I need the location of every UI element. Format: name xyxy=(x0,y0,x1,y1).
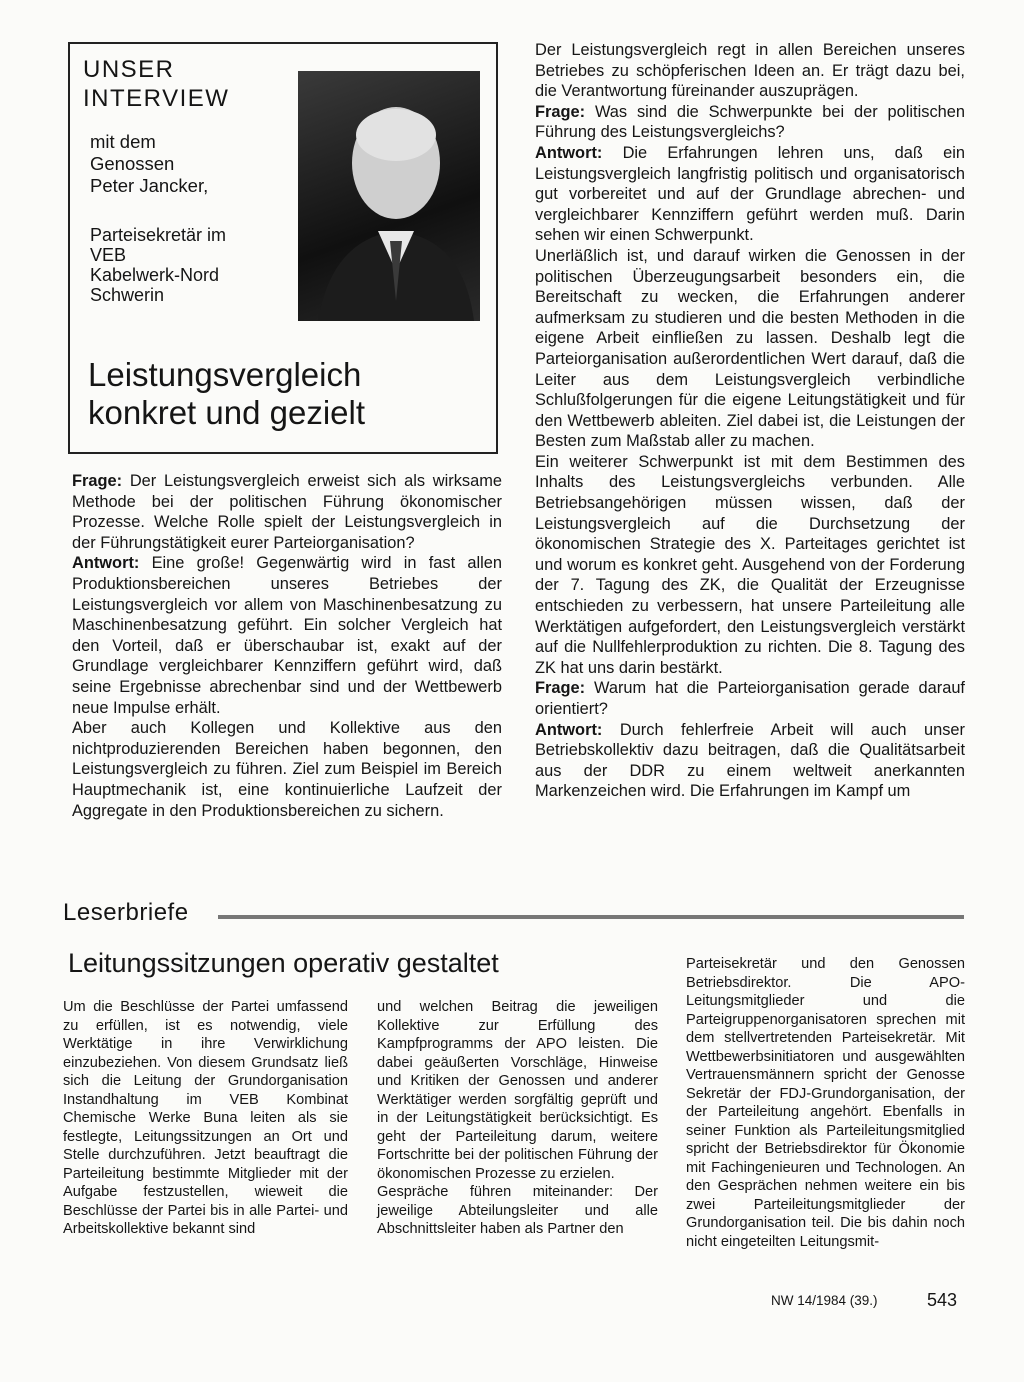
intro-line: Genossen xyxy=(90,153,175,174)
paragraph-text: Die Erfahrungen lehren uns, daß ein Leistungsvergleich langfristig politisch und organisatorisch gut vorbereitet und auf der Grundlage abrechen- und vergleichbarer Kennziffern geführt werden muß. Darin sehen wir einen Schwerpunkt. xyxy=(535,143,965,245)
answer-label: Antwort: xyxy=(72,554,140,573)
headline-line: konkret und gezielt xyxy=(88,394,366,431)
paragraph-text: Was sind die Schwerpunkte bei der politischen Führung des Leistungsvergleichs? xyxy=(535,102,965,142)
paragraph-text: Um die Beschlüsse der Partei umfassend zu erfüllen, ist es notwendig, viele Werktätige in ihre Verwirklichung einzubeziehen. Von diesem Grundsatz ließ sich die Leitung der Grundorganisation Instandhaltung im VEB Kombinat Chemische Werke Buna leiten als sie festlegte, Leitungssitzungen an Ort und Stelle durchzuführen. Jetzt beauftragt die Parteileitung bestimmte Mitglieder mit der Aufgabe festzustellen, wieweit die Beschlüsse der Partei bis in alle Partei- und Arbeitskollektive bekannt sind xyxy=(63,999,348,1237)
paragraph xyxy=(72,553,502,718)
issue-reference: NW 14/1984 (39.) xyxy=(771,1293,878,1308)
section-label: Leserbriefe xyxy=(63,899,189,926)
paragraph-text: Warum hat die Parteiorganisation gerade darauf orientiert? xyxy=(535,679,965,718)
paragraph xyxy=(535,678,965,719)
paragraph-text: Der Leistungsvergleich erweist sich als wirksame Methode bei der politischen Führung ökonomischer Prozesse. Welche Rolle spielt der Leistungsvergleich in der Führungstätigkeit eurer Parteiorganisation? xyxy=(72,472,502,552)
paragraph-text: Der Leistungsvergleich regt in allen Bereichen unseres Betriebes zu schöpferischen Ideen an. Er trägt dazu bei, die Verantwortung füreinander auszuprägen. xyxy=(535,41,965,101)
paragraph-text: Unerläßlich ist, und darauf wirken die Genossen in der politischen Überzeugungsarbeit besonders ein, die Bereitschaft zu wecken, die Erfahrungen anderer aufmerksam zu studieren und die besten Methoden in die eigene Arbeit einfließen zu lassen. Deshalb legt die Parteiorganisation außerordentlichen Wert darauf, daß die Leiter aus dem Leistungsvergleich verbindliche Schlußfolgerungen für die eigene Leitungstätigkeit und für den Wettbewerb ableiten. Ziel dabei ist, die Leistungen der Besten zum Maßstab aller zu machen. xyxy=(535,246,965,451)
interviewee-role xyxy=(90,225,290,305)
section-divider xyxy=(218,915,964,919)
interview-headline xyxy=(88,356,488,432)
answer-label: Antwort: xyxy=(535,720,603,739)
portrait-photo xyxy=(298,71,480,321)
paragraph-text: Parteisekretär und den Genossen Betriebsdirektor. Die APO-Leitungsmitglieder und die Parteigruppenorganisatoren sprechen mit dem stellvertretenden Parteisekretär. Mit Wettbewerbsinitiatoren und ausgewählten Vertrauensmännern spricht der Genosse Sekretär der FDJ-Grundorganisation, der der Parteileitung angehört. Ebenfalls in seiner Funktion als Parteileitungsmitglied spricht der Betriebsdirektor für Ökonomie mit Fachingenieuren und Technologen. An den Gesprächen nehmen weitere ein bis zwei Parteileitungsmitglieder der Grundorganisation teil. Die bis dahin noch nicht eingeteilten Leitungsmit- xyxy=(686,956,965,1250)
question-label: Frage: xyxy=(535,679,586,698)
role-line: Schwerin xyxy=(90,285,165,305)
role-line: Kabelwerk-Nord xyxy=(90,265,220,285)
paragraph xyxy=(535,40,965,102)
paragraph xyxy=(535,452,965,679)
paragraph xyxy=(72,718,502,821)
letter-column-3 xyxy=(686,955,965,1251)
answer-label: Antwort: xyxy=(535,143,603,162)
question-label: Frage: xyxy=(535,102,586,121)
paragraph xyxy=(535,102,965,143)
kicker-line: UNSER xyxy=(83,56,175,83)
question-label: Frage: xyxy=(72,472,123,490)
page-number: 543 xyxy=(927,1290,958,1310)
paragraph xyxy=(535,720,965,802)
letter-column-2 xyxy=(377,998,658,1239)
paragraph xyxy=(535,246,965,452)
role-line: Parteisekretär im xyxy=(90,225,227,245)
interviewee-intro xyxy=(90,131,290,197)
paragraph xyxy=(72,471,502,553)
kicker-line: INTERVIEW xyxy=(83,85,230,112)
headline-line: Leistungsvergleich xyxy=(88,356,362,393)
paragraph xyxy=(535,143,965,246)
intro-line: mit dem xyxy=(90,131,156,152)
interview-left-column xyxy=(72,471,502,821)
paragraph-text: und welchen Beitrag die jeweiligen Kollektive zur Erfüllung des Kampfprogramms der APO leisten. Die dabei geäußerten Vorschläge, Hinweise und Kritiken der Genossen und anderer Werktätiger werden sorgfältig geprüft und in der Leitungstätigkeit berücksichtigt. Es geht der Parteileitung darum, weitere Fortschritte bei der politischen Führung der ökonomischen Prozesse zu erzielen. xyxy=(377,999,658,1182)
intro-line: Peter Jancker, xyxy=(90,175,209,196)
portrait-silhouette xyxy=(298,71,480,321)
paragraph-text: Eine große! Gegenwärtig wird in fast allen Produktionsbereichen unseres Betriebes der Leistungsvergleich vor allem von Maschinenbesatzung zu Maschinenbesatzung geführt. Ein solcher Vergleich hat den Vorteil, daß er überschaubar ist, exakt auf der Grundlage vergleichbarer Kennziffern geführt wird, daß seine Ergebnisse abrechenbar sind und der Wettbewerb neue Impulse erhält. xyxy=(72,554,502,717)
interview-kicker xyxy=(83,55,229,113)
interview-right-column xyxy=(535,40,965,802)
paragraph-text: Ein weiterer Schwerpunkt ist mit dem Bestimmen des Inhalts des Leistungsvergleichs verbunden. Alle Betriebsangehörigen müssen wissen, daß der Leistungsvergleich auf die Durchsetzung der ökonomischen Strategie des X. Parteitages gerichtet ist und worum es konkret geht. Ausgehend von der Forderung der 7. Tagung des ZK, die Qualität der Erzeugnisse entschieden zu verbessern, hat unsere Parteileitung alle Werktätigen aufgefordert, den Leistungsvergleich verstärkt auf die Nullfehlerproduktion zu richten. Die 8. Tagung des ZK hat uns darin bestärkt. xyxy=(535,452,965,677)
role-line: VEB xyxy=(90,245,127,265)
letter-column-1 xyxy=(63,998,348,1239)
paragraph-text: Gespräche führen miteinander: Der jeweilige Abteilungsleiter und alle Abschnittsleiter haben als Partner den xyxy=(377,1184,658,1237)
letter-headline: Leitungssitzungen operativ gestaltet xyxy=(68,948,499,978)
paragraph-text: Durch fehlerfreie Arbeit will auch unser Betriebskollektiv dazu beitragen, daß die Qualitätsarbeit aus der DDR zu einem weltweit anerkannten Markenzeichen wird. Die Erfahrungen im Kampf um xyxy=(535,720,965,801)
paragraph-text: Aber auch Kollegen und Kollektive aus den nichtproduzierenden Bereichen haben begonnen, den Leistungsvergleich zu führen. Ziel zum Beispiel im Bereich Hauptmechanik ist, eine kontinuierliche Laufzeit der Aggregate in den Produktionsbereichen zu sichern. xyxy=(72,719,502,820)
